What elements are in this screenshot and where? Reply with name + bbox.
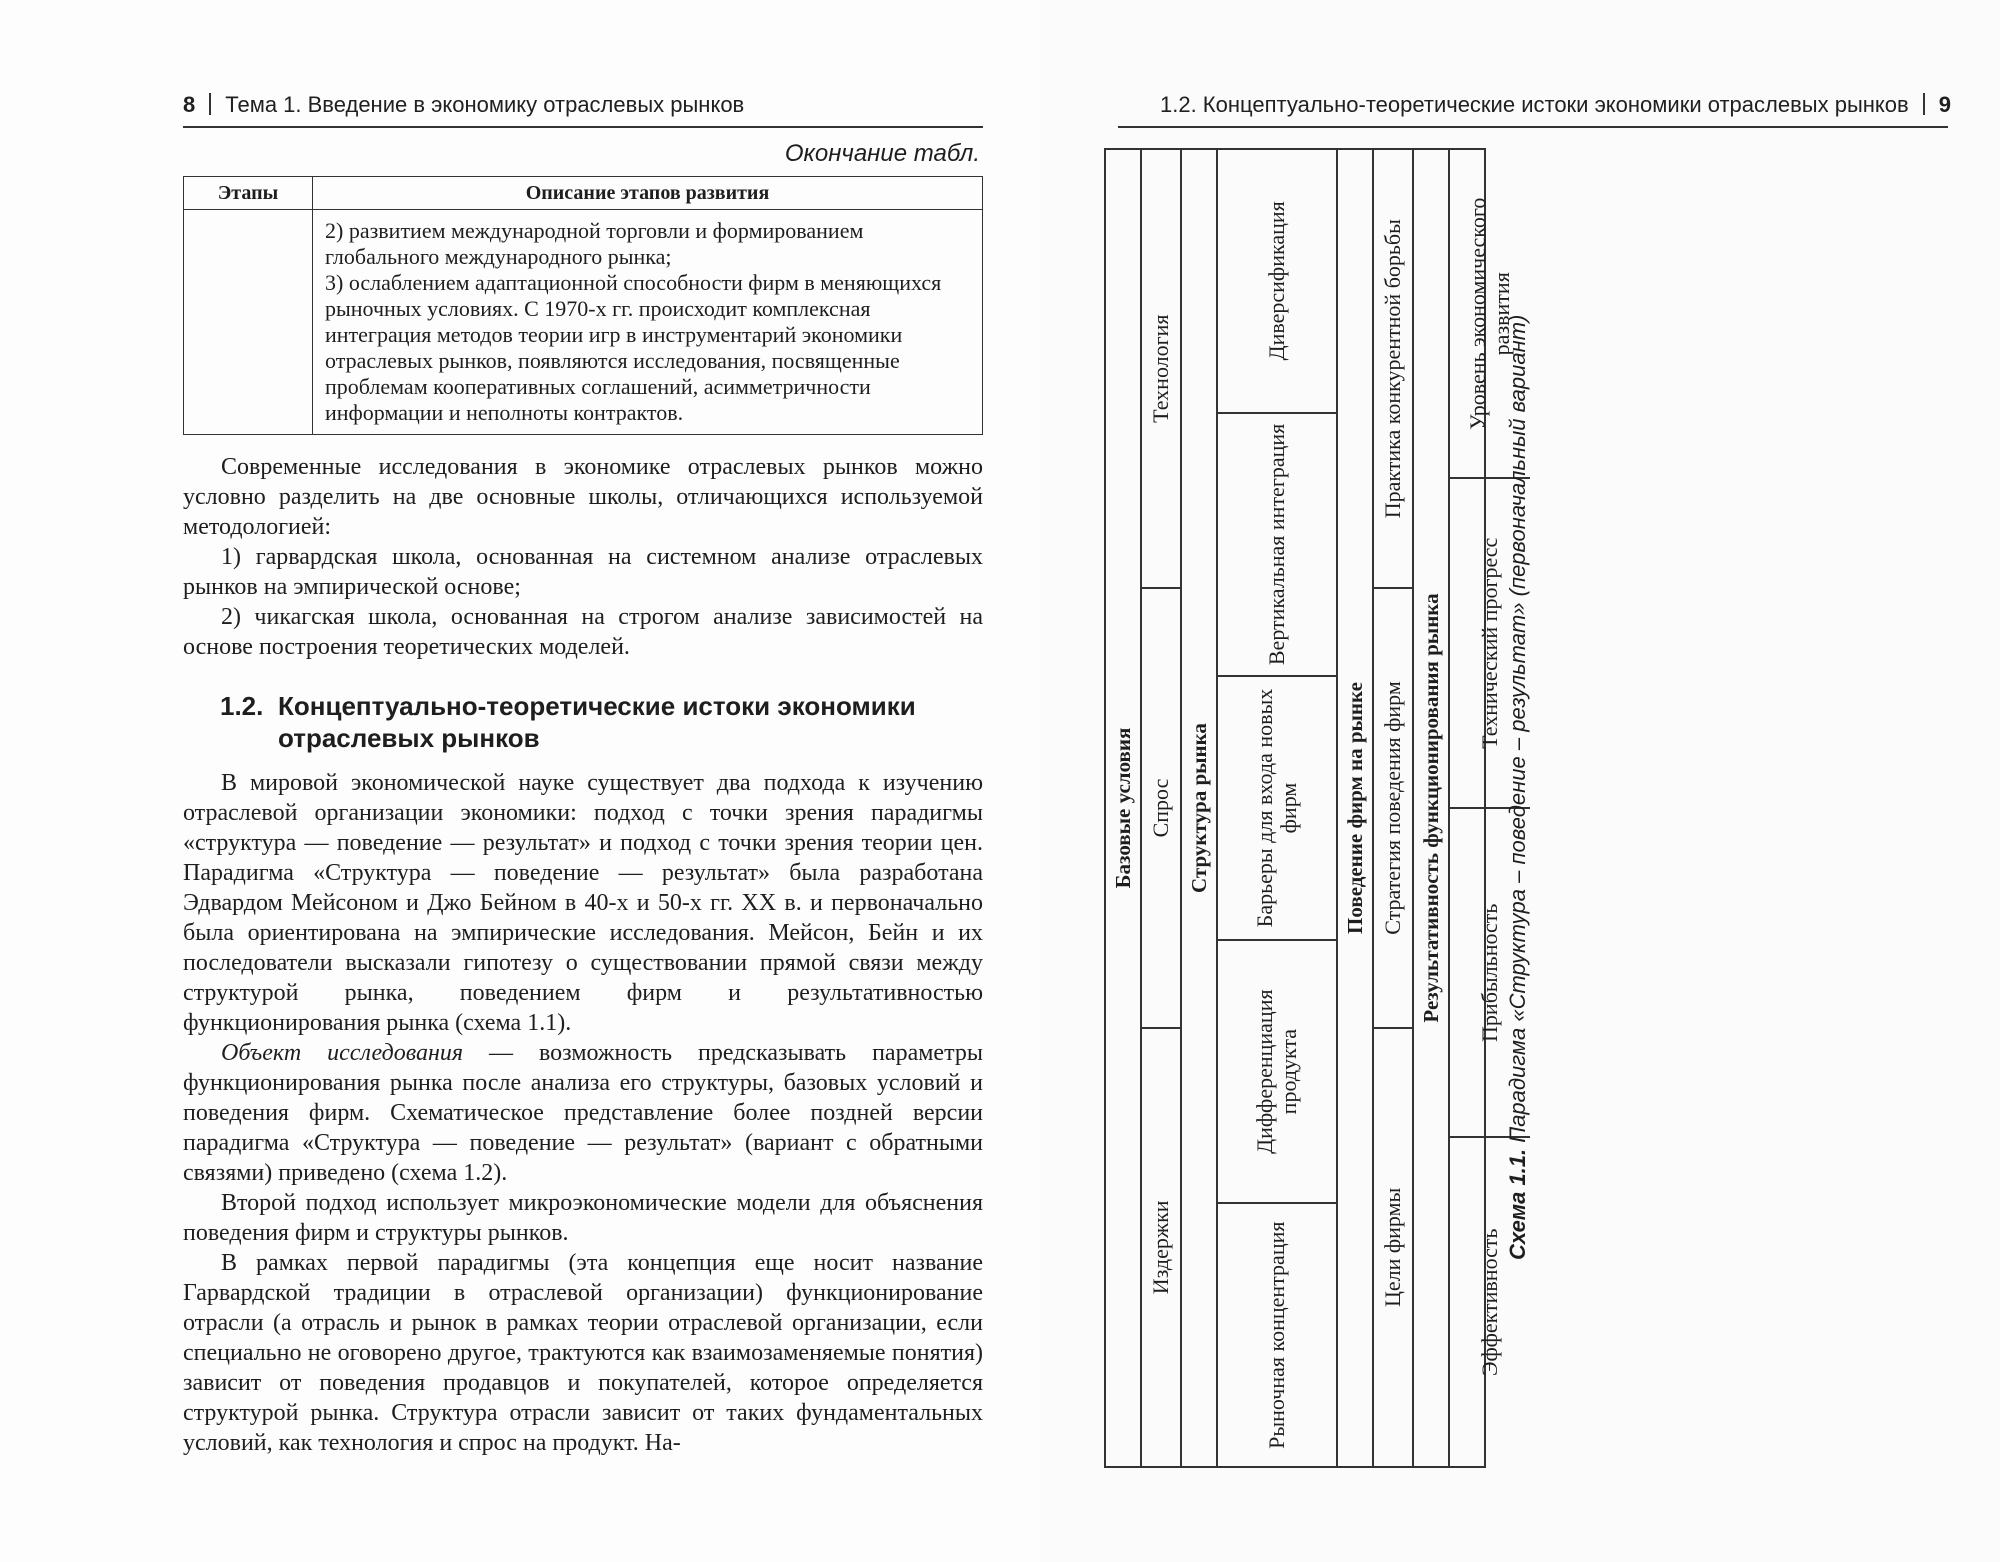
head-separator <box>209 93 211 115</box>
caption-label: Схема 1.1. <box>1505 1148 1530 1260</box>
scheme-row-basic-conditions <box>1142 150 1182 1466</box>
scheme-cell: Уровень экономического развития <box>1465 197 1514 430</box>
table-header-row <box>184 177 983 210</box>
caption-text: Парадигма «Структура – поведение – результат» (первоначальный вариант) <box>1505 314 1530 1149</box>
scheme-cell: Прибыльность <box>1450 807 1530 1137</box>
scheme-section-title: Результативность функционирования рынка <box>1414 150 1450 1466</box>
running-head-title-right: 1.2. Концептуально-теоретические истоки экономики отраслевых рынков <box>1160 92 1909 117</box>
scheme-cell: Стратегия поведения фирм <box>1374 587 1412 1026</box>
paragraph: В рамках первой парадигмы (эта концепция еще носит название Гарвардской традиции в отраслевой организации) функционирование отрасли (а отрасль и рынок в рамках теории отраслевой организации, если специально не оговорено другое, трактуются как взаимозаменяемые понятия) зависит от поведения продавцов и покупателей, которое определяется структурой рынка. Структура отрасли зависит от таких фундаментальных условий, как технология и спрос на продукт. На- <box>183 1250 983 1456</box>
description-item-3: 3) ослаблением адаптационной способности фирм в меняющихся рыночных условиях. С 1970-х гг. происходит комплексная интеграция методов теории игр в инструментарий экономики отраслевых рынков, появляются исследования, посвященные проблемам кооперативных соглашений, асимметричности информации и неполноты контрактов. <box>325 270 942 425</box>
section-heading <box>220 690 980 754</box>
paragraph-object <box>183 1038 983 1188</box>
section-title-line-2: отраслевых рынков <box>278 723 540 753</box>
scheme-cell: Технический прогресс <box>1450 478 1530 808</box>
table-cell-description <box>313 210 983 435</box>
paragraph-rest: — возможность предсказывать параметры функционирования рынка после анализа его структуры, базовых условий и поведения фирм. Схематическое представление более поздней версии парадигма «Структура — поведение — результат» (вариант с обратными связями) приведено (схема 1.2). <box>183 1040 983 1186</box>
scheme-cell: Эффективность <box>1450 1137 1530 1467</box>
page-number-left: 8 <box>183 92 196 117</box>
table-row <box>184 210 983 435</box>
scheme-row-firm-behavior <box>1374 150 1414 1466</box>
table-header-description: Описание этапов развития <box>313 177 983 210</box>
scheme-cell: Практика конкурентной борьбы <box>1380 219 1405 519</box>
paragraph: 1) гарвардская школа, основанная на системном анализе отраслевых рынков на эмпирической основе; <box>183 544 983 600</box>
running-head-left <box>183 92 744 118</box>
body-text-schools <box>183 452 983 662</box>
scheme-cell: Технология <box>1148 314 1173 423</box>
description-item-2: 2) развитием международной торговли и формированием глобального международного рынка; <box>325 218 864 269</box>
paragraph: 2) чикагская школа, основанная на строгом анализе зависимостей на основе построения теоретических моделей. <box>183 604 983 660</box>
table-continuation-label: Окончание табл. <box>784 140 980 167</box>
scheme-cell: Дифференциация продукта <box>1218 939 1336 1203</box>
scheme-section-title: Базовые условия <box>1106 150 1142 1466</box>
stages-table <box>183 176 983 435</box>
scheme-cell: Цели фирмы <box>1374 1027 1412 1466</box>
scheme-section-title: Поведение фирм на рынке <box>1338 150 1374 1466</box>
scheme-table <box>1104 148 1514 1468</box>
head-rule-left <box>183 126 983 128</box>
table-cell-stage <box>184 210 313 435</box>
section-number: 1.2. <box>220 691 264 721</box>
body-text-approaches <box>183 768 983 1458</box>
head-separator <box>1923 93 1925 115</box>
head-rule-right <box>1118 126 1948 128</box>
paragraph: Второй подход использует микроэкономические модели для объяснения поведения фирм и структуры рынков. <box>183 1190 983 1246</box>
running-head-title-left: Тема 1. Введение в экономику отраслевых рынков <box>225 92 745 117</box>
scheme-cell: Барьеры для входа новых фирм <box>1218 675 1336 939</box>
scheme-cell: Рыночная концентрация <box>1218 1202 1336 1466</box>
scheme-cell: Вертикальная интеграция <box>1218 412 1336 676</box>
page-number-right: 9 <box>1938 92 1951 117</box>
scheme-cell: Издержки <box>1142 1027 1180 1466</box>
table-header-stages: Этапы <box>184 177 313 210</box>
scheme-cell: Спрос <box>1142 587 1180 1026</box>
scheme-row-market-structure <box>1218 150 1338 1466</box>
running-head-right <box>1160 92 1951 118</box>
paragraph: В мировой экономической науке существует два подхода к изучению отраслевой организации экономики: подход с точки зрения парадигмы «структура — поведение — результат» и подход с точки зрения теории цен. Парадигма «Структура — поведение — результат» была разработана Эдвардом Мейсоном и Джо Бейном в 40-х и 50-х гг. XX в. и первоначально была ориентирована на эмпирические исследования. Мейсон, Бейн и их последователи высказали гипотезу о существовании прямой связи между структурой рынка, поведением фирм и результативностью функционирования рынка (схема 1.1). <box>183 770 983 1036</box>
scheme-caption <box>1498 314 1538 1260</box>
italic-term: Объект исследования <box>221 1040 464 1066</box>
scheme-section-title: Структура рынка <box>1182 150 1218 1466</box>
paragraph: Современные исследования в экономике отраслевых рынков можно условно разделить на две основные школы, отличающихся используемой методологией: <box>183 454 983 540</box>
scheme-figure <box>1104 148 1514 1468</box>
section-title-line-1: Концептуально-теоретические истоки экономики <box>278 691 916 721</box>
scheme-cell: Диверсификация <box>1264 201 1289 361</box>
